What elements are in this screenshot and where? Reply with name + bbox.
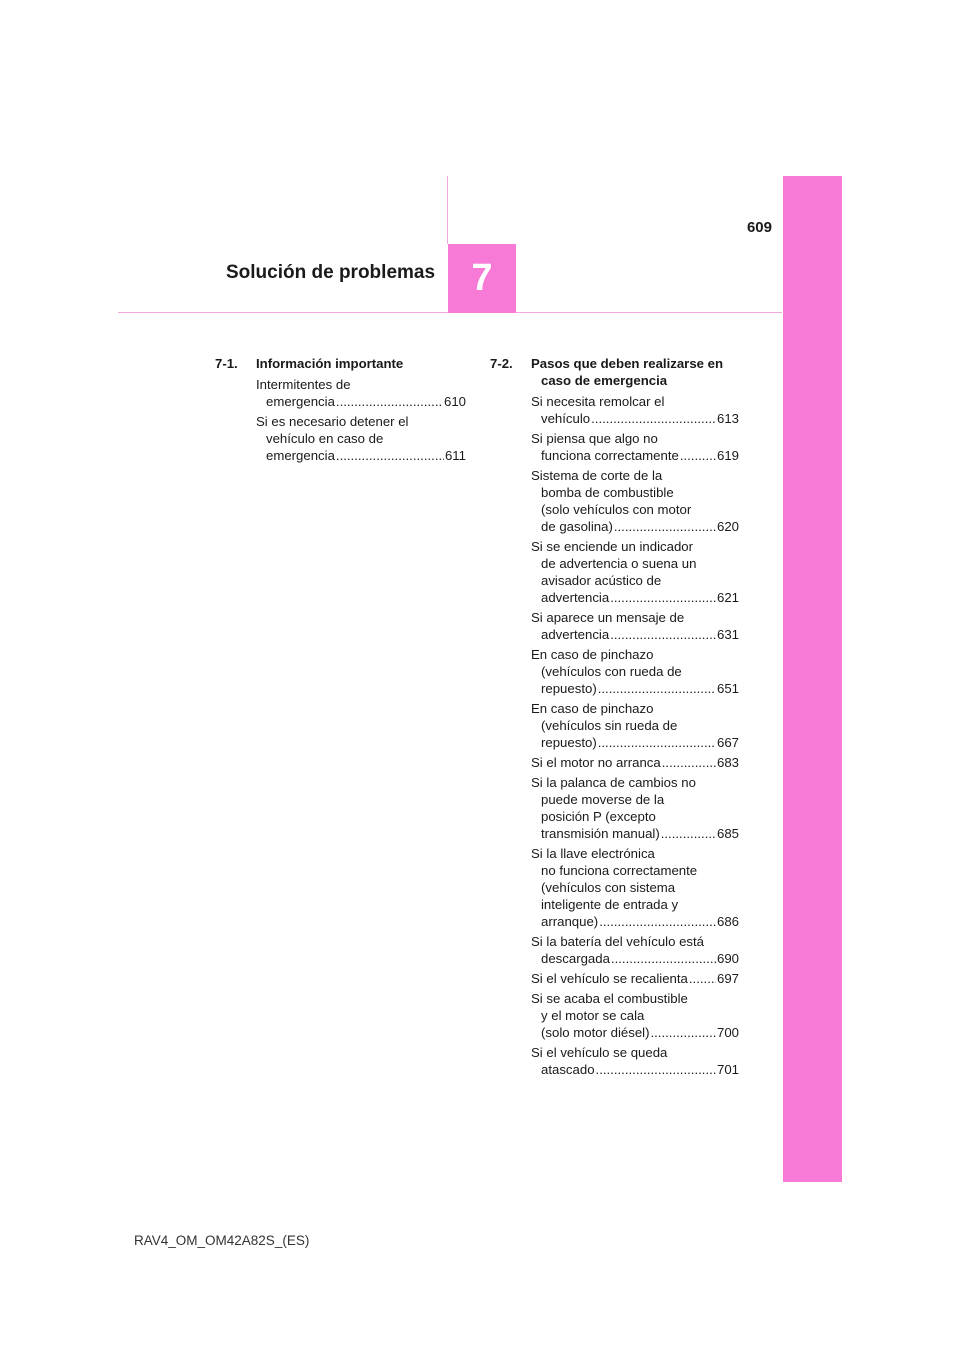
dot-leader — [336, 393, 443, 410]
toc-entry-text: de advertencia o suena un — [541, 556, 697, 571]
toc-entry[interactable] — [531, 990, 739, 1041]
dot-leader — [591, 410, 716, 427]
dot-leader — [599, 913, 716, 930]
toc-entry-text: (solo vehículos con motor — [541, 502, 692, 517]
toc-section-7-2 — [490, 355, 739, 1081]
toc-entry-text: En caso de pinchazo — [531, 647, 654, 662]
document-code-footer: RAV4_OM_OM42A82S_(ES) — [134, 1233, 310, 1248]
toc-entry-text: advertencia — [541, 627, 610, 642]
toc-entry-text: Si la batería del vehículo está — [531, 934, 705, 949]
toc-entry[interactable] — [531, 754, 739, 771]
toc-entry-text: repuesto) — [541, 681, 597, 696]
toc-page-number: 701 — [716, 1062, 739, 1077]
toc-entry-text: (vehículos con rueda de — [541, 664, 682, 679]
toc-page-number: 610 — [443, 394, 466, 409]
header-vertical-rule — [447, 176, 448, 244]
page-number: 609 — [746, 219, 772, 236]
toc-entry[interactable] — [256, 376, 466, 410]
section-heading — [215, 355, 466, 372]
toc-entry[interactable] — [531, 774, 739, 842]
toc-entry-text: Si la palanca de cambios no — [531, 775, 696, 790]
toc-entry-text: vehículo en caso de — [266, 431, 384, 446]
toc-entry-text: vehículo — [541, 411, 591, 426]
toc-entry-text: advertencia — [541, 590, 610, 605]
toc-entry[interactable] — [531, 538, 739, 606]
dot-leader — [610, 589, 716, 606]
toc-entry-text: Si el vehículo se recalienta — [531, 971, 688, 986]
dot-leader — [689, 970, 716, 987]
toc-entry-text: Si el motor no arranca — [531, 755, 661, 770]
toc-entry-text: arranque) — [541, 914, 599, 929]
toc-page-number: 690 — [716, 951, 739, 966]
toc-entry[interactable] — [531, 700, 739, 751]
toc-entry-text: de gasolina) — [541, 519, 613, 534]
toc-page-number: 620 — [716, 519, 739, 534]
toc-page-number: 697 — [716, 971, 739, 986]
toc-entry-text: transmisión manual) — [541, 826, 660, 841]
toc-entry-text: Si el vehículo se queda — [531, 1045, 668, 1060]
toc-section-7-1 — [215, 355, 466, 467]
toc-entry-text: Intermitentes de — [256, 377, 351, 392]
toc-entry[interactable] — [531, 1044, 739, 1078]
toc-page-number: 613 — [716, 411, 739, 426]
toc-entry-text: emergencia — [266, 394, 335, 409]
dot-leader — [596, 1061, 716, 1078]
toc-page-number: 621 — [716, 590, 739, 605]
section-title: Información importante — [256, 356, 404, 371]
toc-page-number: 667 — [716, 735, 739, 750]
dot-leader — [610, 626, 716, 643]
toc-entry[interactable] — [531, 646, 739, 697]
toc-entry-text: inteligente de entrada y — [541, 897, 679, 912]
toc-page-number: 611 — [444, 448, 466, 463]
toc-page-number: 631 — [716, 627, 739, 642]
dot-leader — [661, 825, 716, 842]
chapter-number-box — [448, 244, 516, 313]
toc-entry[interactable] — [531, 970, 739, 987]
toc-entry-text: Si se acaba el combustible — [531, 991, 688, 1006]
toc-page-number: 686 — [716, 914, 739, 929]
dot-leader — [650, 1024, 716, 1041]
section-title: Pasos que deben realizarse en caso de emergencia — [531, 356, 724, 388]
toc-entry[interactable] — [531, 393, 739, 427]
toc-entry-text: atascado — [541, 1062, 595, 1077]
chapter-side-tab — [783, 176, 842, 1182]
toc-entry-text: repuesto) — [541, 735, 597, 750]
toc-entry-text: (vehículos sin rueda de — [541, 718, 678, 733]
toc-entry[interactable] — [531, 609, 739, 643]
toc-page-number: 651 — [716, 681, 739, 696]
toc-entry[interactable] — [256, 413, 466, 464]
toc-entry[interactable] — [531, 467, 739, 535]
toc-entry-text: Si se enciende un indicador — [531, 539, 694, 554]
toc-page-number: 700 — [716, 1025, 739, 1040]
toc-entry-text: (solo motor diésel) — [541, 1025, 650, 1040]
dot-leader — [614, 518, 716, 535]
toc-entry-text: no funciona correctamente — [541, 863, 698, 878]
toc-entry[interactable] — [531, 430, 739, 464]
chapter-title: Solución de problemas — [226, 262, 436, 283]
dot-leader — [336, 447, 444, 464]
toc-entry-text: posición P (excepto — [541, 809, 656, 824]
toc-entry[interactable] — [531, 933, 739, 967]
toc-entry-text: Si aparece un mensaje de — [531, 610, 685, 625]
toc-entry-text: avisador acústico de — [541, 573, 662, 588]
toc-entry-text: puede moverse de la — [541, 792, 665, 807]
toc-entry-text: (vehículos con sistema — [541, 880, 676, 895]
toc-entry-text: funciona correctamente — [541, 448, 679, 463]
toc-entry-text: Si necesita remolcar el — [531, 394, 665, 409]
toc-page-number: 685 — [716, 826, 739, 841]
chapter-number: 7 — [471, 257, 493, 299]
toc-entry-text: y el motor se cala — [541, 1008, 645, 1023]
dot-leader — [598, 734, 716, 751]
section-number: 7-2. — [490, 356, 513, 371]
toc-entry-text: Si es necesario detener el — [256, 414, 409, 429]
section-number: 7-1. — [215, 356, 238, 371]
toc-entry-text: descargada — [541, 951, 610, 966]
toc-entry-text: Si la llave electrónica — [531, 846, 655, 861]
dot-leader — [662, 754, 716, 771]
toc-entry-text: emergencia — [266, 448, 335, 463]
toc-page-number: 683 — [716, 755, 739, 770]
toc-entry-text: Si piensa que algo no — [531, 431, 658, 446]
toc-entry-text: Sistema de corte de la — [531, 468, 663, 483]
toc-entry[interactable] — [531, 845, 739, 930]
dot-leader — [611, 950, 716, 967]
toc-entry-text: En caso de pinchazo — [531, 701, 654, 716]
dot-leader — [598, 680, 716, 697]
toc-page-number: 619 — [716, 448, 739, 463]
section-heading — [490, 355, 739, 389]
dot-leader — [680, 447, 716, 464]
toc-entry-text: bomba de combustible — [541, 485, 674, 500]
